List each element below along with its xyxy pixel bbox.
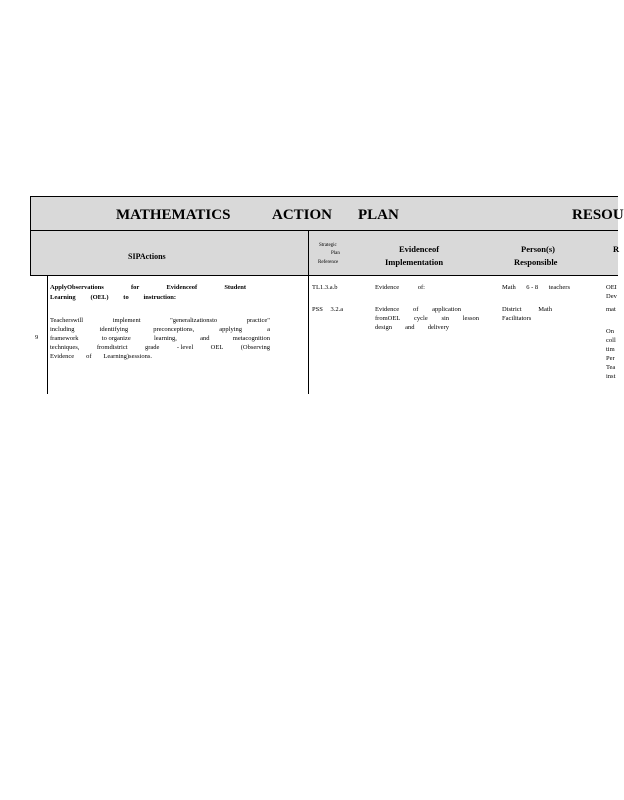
resource-partial-5: On [606,328,614,335]
word: for [130,284,140,291]
resource-partial-2: Dev [606,293,617,300]
header-evidence-2: Implementation [385,257,444,267]
action-title-line1 [50,283,246,292]
action-plan-sheet [30,196,624,396]
word: (Observing [240,344,270,351]
body-divider-1 [308,276,309,394]
word: of: [417,284,425,291]
word: "generalizationsto [170,317,218,324]
row-number: 9 [35,334,39,341]
header-resources-partial: R [613,244,620,254]
word: to organize [101,335,131,342]
word: framework [50,335,79,342]
word: - level [176,344,194,351]
title-word-resources: RESOU [572,207,624,223]
word: metacognition [232,335,270,342]
word: applying [219,326,243,333]
word: District [502,306,522,313]
word: preconceptions, [153,326,195,333]
title-word-mathematics: MATHEMATICS [116,207,231,223]
word: lesson [462,315,479,322]
word: Evidence [375,306,400,313]
word: Teacherswill [50,317,84,324]
word: delivery [427,324,449,331]
body-left-border [47,276,48,394]
word: Evidence [375,284,400,291]
resource-partial-9: Tea [606,364,616,371]
action-body-line4 [50,343,270,352]
header-sip-actions: SIPActions [128,252,166,261]
evidence-line1 [375,283,425,292]
word: and [200,335,210,342]
word: Math [538,306,552,313]
header-strategic-3: Reference [318,260,339,265]
word: instruction: [143,294,176,301]
action-body-line1 [50,316,270,325]
title-word-plan: PLAN [358,207,399,223]
word: sin [441,315,450,322]
word: Evidenceof [166,284,198,291]
word: Evidence [50,353,75,360]
word: fromdistrict [96,344,128,351]
person-line3: Facilitators [502,315,532,322]
header-strategic-2: Plan [331,251,340,256]
resource-partial-8: Per [606,355,615,362]
evidence-line4 [375,323,449,332]
header-person-2: Responsible [514,257,558,267]
header-divider-1 [308,230,309,276]
word: cycle [414,315,428,322]
resource-partial-7: tim [606,346,615,353]
header-person-1: Person(s) [521,244,555,254]
word: ApplyObservations [50,284,104,291]
action-body-line2 [50,325,270,334]
word: to [123,294,129,301]
word: learning, [153,335,177,342]
resource-partial-1: OEI [606,284,617,291]
word: practice" [246,317,270,324]
word: teachers [548,284,570,291]
resource-partial-3: mat [606,306,616,313]
action-body-line3 [50,334,270,343]
evidence-line3 [375,314,479,323]
word: of [412,306,419,313]
word: design [375,324,392,331]
title-word-action: ACTION [272,207,333,223]
word: Student [224,284,246,291]
header-evidence-1: Evidenceof [399,244,440,254]
word: of [86,353,92,360]
person-line1 [502,283,570,292]
word: (OEL) [90,294,109,301]
word: OEL [210,344,224,351]
word: grade [144,344,160,351]
word: techniques, [50,344,80,351]
word: a [267,326,270,333]
person-line2 [502,305,552,314]
resource-partial-6: coll [606,337,616,344]
strategic-ref-1: TL1.3.a.b [312,284,338,291]
action-body-line5 [50,352,152,361]
strategic-ref-2: PSS 3.2.a [312,306,344,313]
word: 6 - 8 [526,284,539,291]
header-strategic-1: Strategic [319,243,337,248]
word: fromOEL [375,315,401,322]
word: and [405,324,415,331]
word: Learning [50,294,76,301]
word: Math [502,284,516,291]
evidence-line2 [375,305,461,314]
word: including [50,326,75,333]
word: Learning)sessions. [103,353,152,360]
resource-partial-10: inst [606,373,616,380]
word: application [432,306,461,313]
word: identifying [99,326,129,333]
action-title-line2 [50,293,176,302]
word: implement [112,317,141,324]
